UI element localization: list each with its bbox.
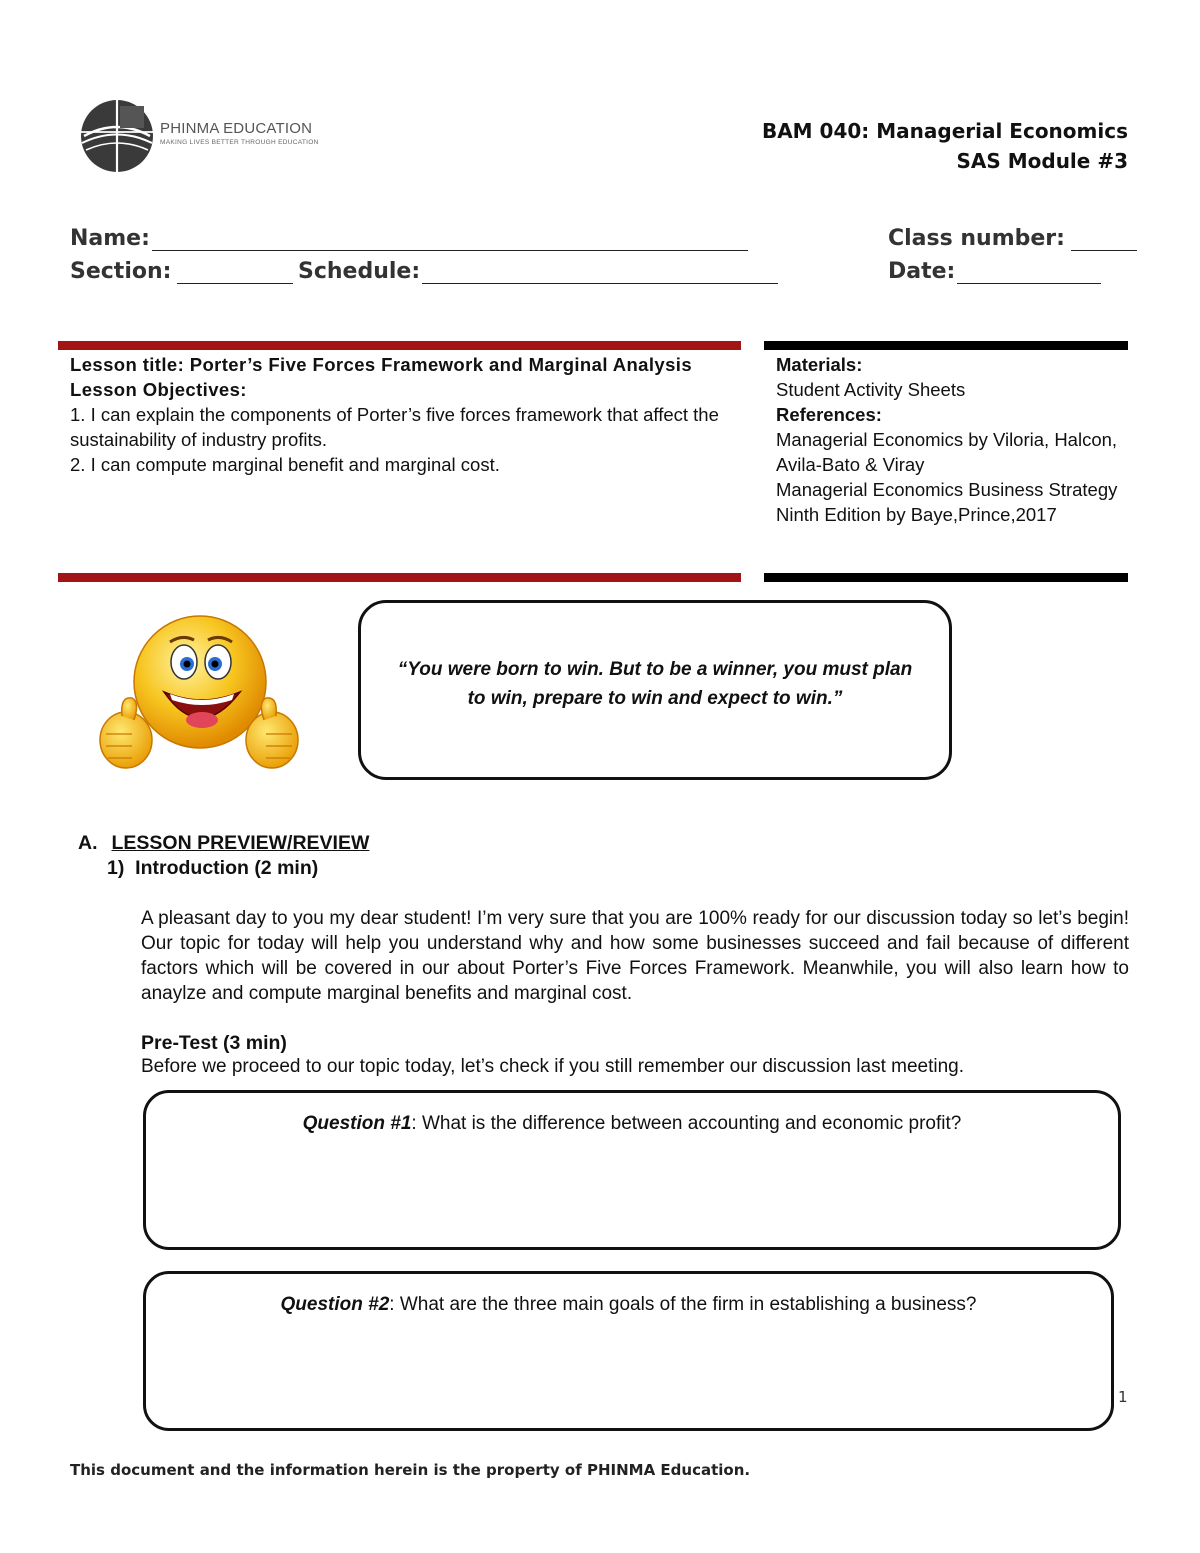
question-label: Question #2 (280, 1294, 390, 1315)
question-1-box[interactable] (143, 1090, 1121, 1250)
section-field (70, 259, 293, 284)
lesson-title: Lesson title: Porter’s Five Forces Framework and Marginal Analysis (70, 354, 693, 375)
date-field (888, 259, 1101, 284)
materials-top-bar (764, 341, 1128, 350)
materials-info (776, 352, 1126, 527)
footer-notice: This document and the information herein is the property of PHINMA Education. (70, 1461, 751, 1479)
module-number: SAS Module #3 (956, 149, 1128, 173)
lesson-bottom-bar (58, 573, 741, 582)
name-input-line[interactable] (152, 228, 748, 251)
pretest-intro: Before we proceed to our topic today, let’s check if you still remember our discussion last meeting. (141, 1056, 965, 1077)
section-a-letter: A. (78, 832, 98, 854)
logo-globe-icon (72, 96, 162, 176)
reference-item: Managerial Economics Business Strategy Ninth Edition by Baye,Prince,2017 (776, 479, 1118, 525)
section-label: Section: (70, 259, 172, 284)
class-number-input-line[interactable] (1071, 228, 1137, 251)
references-label: References: (776, 404, 882, 425)
materials-value: Student Activity Sheets (776, 379, 966, 400)
question-2-box[interactable] (143, 1271, 1114, 1431)
course-title: BAM 040: Managerial Economics (761, 119, 1128, 143)
question-body: : What is the difference between accounting and economic profit? (411, 1113, 962, 1134)
section-a-title: LESSON PREVIEW/REVIEW (111, 832, 370, 854)
objectives-label: Lesson Objectives: (70, 379, 247, 400)
introduction-heading: 1) Introduction (2 min) (107, 857, 319, 879)
class-number-field (888, 226, 1137, 251)
question-1-text (146, 1113, 1118, 1135)
question-label: Question #1 (302, 1113, 412, 1134)
reference-item: Managerial Economics by Viloria, Halcon, Avila-Bato & Viray (776, 429, 1118, 475)
date-label: Date: (888, 259, 956, 284)
pretest-heading: Pre-Test (3 min) (141, 1032, 287, 1054)
objective-item: 1. I can explain the components of Porter’s five forces framework that affect the sustainability of industry profits. (70, 404, 719, 450)
lesson-top-bar (58, 341, 741, 350)
thumbs-up-smiley-icon (92, 612, 304, 782)
page-number: 1 (1118, 1388, 1128, 1406)
logo-tagline: MAKING LIVES BETTER THROUGH EDUCATION (160, 139, 319, 146)
logo-text (160, 120, 319, 146)
quote-box (358, 600, 952, 780)
question-body: : What are the three main goals of the firm in establishing a business? (389, 1294, 977, 1315)
section-input-line[interactable] (177, 261, 293, 284)
section-a-heading (78, 832, 369, 855)
introduction-paragraph: A pleasant day to you my dear student! I’m very sure that you are 100% ready for our discussion today so let’s begin! Our topic for today will help you understand why and how some businesses succeed and fail because of different factors which will be covered in our about Porter’s Five Forces Framework. Meanwhile, you will also learn how to anaylze and compute marginal benefits and marginal cost. (141, 908, 1129, 1004)
schedule-field (298, 259, 778, 284)
course-header (762, 116, 1128, 176)
date-input-line[interactable] (957, 261, 1101, 284)
objective-item: 2. I can compute marginal benefit and marginal cost. (70, 454, 500, 475)
logo-name: PHINMA EDUCATION (160, 120, 313, 137)
schedule-label: Schedule: (298, 259, 421, 284)
question-2-text (146, 1294, 1111, 1316)
quote-text: “You were born to win. But to be a winner, you must plan to win, prepare to win and expect to win.” (397, 659, 913, 709)
materials-bottom-bar (764, 573, 1128, 582)
materials-label: Materials: (776, 354, 863, 375)
lesson-info (70, 352, 730, 477)
name-field (70, 226, 748, 251)
schedule-input-line[interactable] (422, 261, 778, 284)
name-label: Name: (70, 226, 150, 251)
class-number-label: Class number: (888, 226, 1065, 251)
